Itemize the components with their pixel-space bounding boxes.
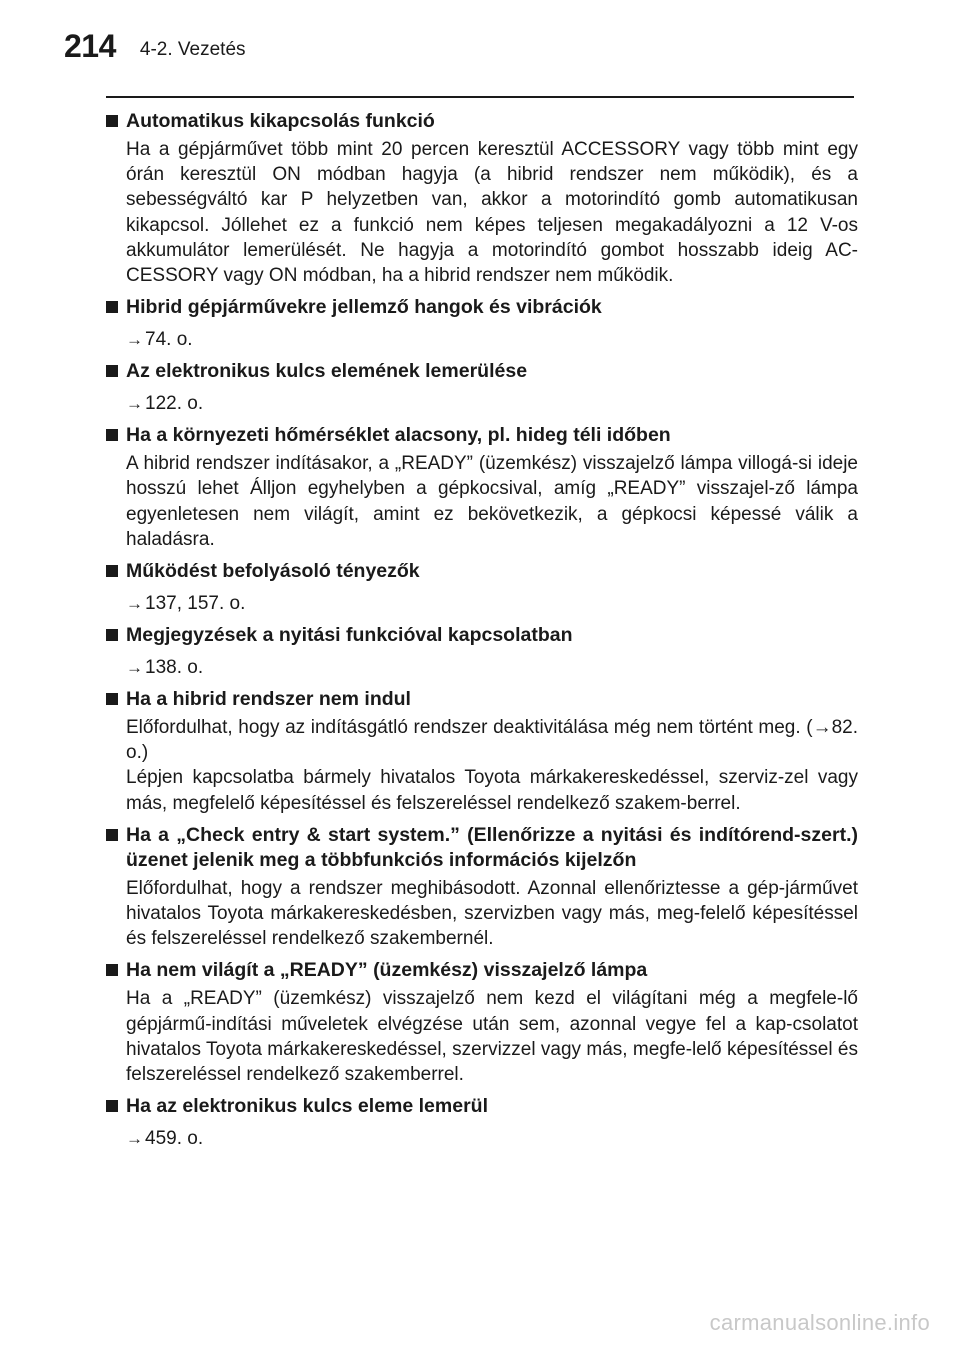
- section-key-battery-dead: [106, 1094, 858, 1151]
- section-title: Automatikus kikapcsolás funkció: [126, 110, 435, 132]
- square-bullet-icon: [106, 629, 118, 641]
- page-reference-link[interactable]: → 459. o.: [126, 1128, 204, 1150]
- page-content: [106, 109, 858, 1158]
- section-body: A hibrid rendszer indításakor, a „READY” (üzemkész) visszajelző lámpa villogá-si ideje hosszú lehet Álljon egyhelyben a gépkocsival, amíg „READY” visszajel-ző lámpa egyenletesen nem világít, amint ez bekövetkezik, a gépkocsi képessé válik a haladásra.: [126, 453, 858, 550]
- square-bullet-icon: [106, 365, 118, 377]
- arrow-right-icon: →: [126, 1129, 143, 1149]
- arrow-right-icon: →: [126, 394, 143, 414]
- arrow-right-icon: →: [126, 594, 143, 614]
- section-key-battery: [106, 359, 858, 416]
- square-bullet-icon: [106, 429, 118, 441]
- site-watermark: carmanualsonline.info: [709, 1310, 930, 1335]
- section-title: Megjegyzések a nyitási funkcióval kapcsolatban: [126, 624, 573, 647]
- section-entry-notes: [106, 623, 858, 680]
- page-number: 214: [64, 28, 116, 64]
- page-reference-link[interactable]: → 74. o.: [126, 329, 193, 351]
- section-title: Működést befolyásoló tényezők: [126, 560, 420, 583]
- square-bullet-icon: [106, 115, 118, 127]
- square-bullet-icon: [106, 301, 118, 313]
- section-ready-lamp: [106, 958, 858, 1087]
- square-bullet-icon: [106, 829, 118, 841]
- section-title: Ha nem világít a „READY” (üzemkész) visszajelző lámpa: [126, 959, 648, 982]
- section-body: Előfordulhat, hogy az indításgátló rendszer deaktivitálása még nem történt meg. (→82. o.): [126, 717, 858, 764]
- section-hybrid-sounds: [106, 295, 858, 352]
- page-reference-link[interactable]: → 138. o.: [126, 657, 204, 679]
- section-title: Ha a környezeti hőmérséklet alacsony, pl. hideg téli időben: [126, 424, 671, 447]
- section-body: Előfordulhat, hogy a rendszer meghibásodott. Azonnal ellenőriztesse a gép-járművet hivatalos Toyota márkakereskedésben, szervizben vagy más, meg-felelő képesítéssel és felszereléssel rendelkező szakembernél.: [126, 877, 858, 950]
- square-bullet-icon: [106, 693, 118, 705]
- square-bullet-icon: [106, 964, 118, 976]
- section-no-start: [106, 687, 858, 816]
- section-body: Ha a „READY” (üzemkész) visszajelző nem kezd el világítani még a megfele-lő gépjármű-indítási műveletek elvégzése után sem, azonnal vegye fel a kap-csolatot hivatalos Toyota márkakereskedéssel, szervizzel vagy más, megfe-lelő képesítéssel és felszereléssel rendelkező szakemberrel.: [126, 988, 858, 1086]
- chapter-title: 4-2. Vezetés: [139, 39, 246, 60]
- section-cold-weather: [106, 423, 858, 552]
- square-bullet-icon: [106, 565, 118, 577]
- section-title: Hibrid gépjárművekre jellemző hangok és vibrációk: [126, 296, 602, 319]
- section-body-continued: Lépjen kapcsolatba bármely hivatalos Toyota márkakereskedéssel, szerviz-zel vagy más, megfelelő képesítéssel és felszereléssel rendelkező szakem-berrel.: [126, 767, 858, 814]
- square-bullet-icon: [106, 1100, 118, 1112]
- section-title: Az elektronikus kulcs elemének lemerülése: [126, 360, 528, 383]
- arrow-right-icon: →: [126, 330, 143, 350]
- section-auto-off: [106, 109, 858, 288]
- arrow-right-icon: →: [126, 658, 143, 678]
- section-title: Ha a „Check entry & start system.” (Ellenőrizze a nyitási és indítórend-szert.) üzenet jelenik meg a többfunkciós információs kijelzőn: [126, 823, 858, 871]
- section-body: Ha a gépjárművet több mint 20 percen keresztül ACCESSORY vagy több mint egy órán keresztül ON módban hagyja (a hibrid rendszer nem működik), és a sebességváltó kar P helyzetben van, akkor a motorindító gomb automatikusan kikapcsol. Jóllehet ez a funkció nem képes teljesen megakadályozni a 12 V-os akkumulátor lemerülését. Ne hagyja a motorindító gombot hosszabb ideig AC-CESSORY vagy ON módban, ha a hibrid rendszer nem működik.: [126, 139, 858, 287]
- section-title: Ha az elektronikus kulcs eleme lemerül: [126, 1095, 489, 1118]
- section-check-entry: [106, 823, 858, 952]
- header-divider: [106, 96, 854, 98]
- section-factors: [106, 559, 858, 616]
- page-reference-link[interactable]: → 137, 157. o.: [126, 593, 246, 615]
- section-title: Ha a hibrid rendszer nem indul: [126, 688, 411, 711]
- page-header: [64, 28, 246, 65]
- page-reference-link[interactable]: → 122. o.: [126, 393, 204, 415]
